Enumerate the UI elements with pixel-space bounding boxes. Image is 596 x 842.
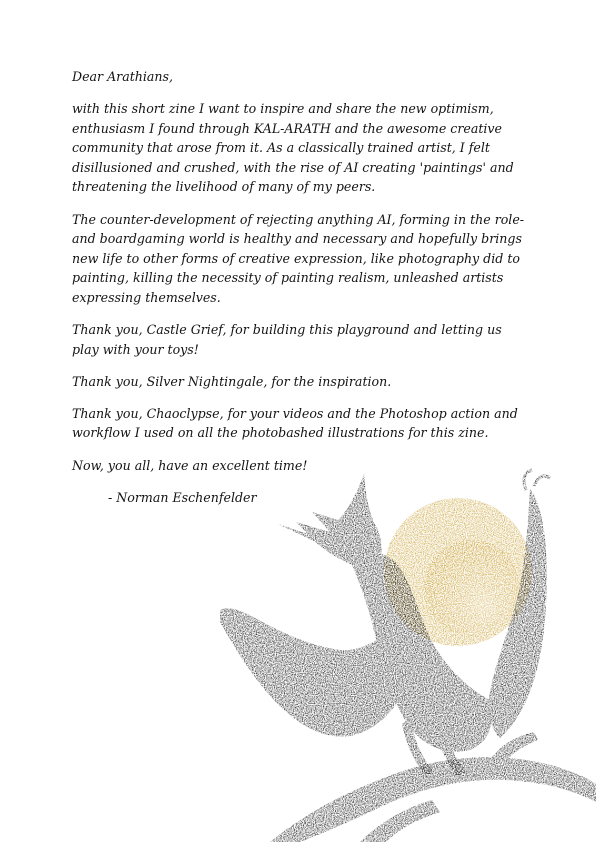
letter-paragraph-1: with this short zine I want to inspire and share the new optimism, enthusiasm I found through KAL-ARATH and the awesome creative community that arose from it. As a classically trained artist, I felt disillusioned and crushed, with the rise of AI creating 'paintings' and threatening the livelihood of many of my peers. [72, 101, 514, 195]
letter-paragraph-2: The counter-development of rejecting anything AI, forming in the role- and boardgaming world is healthy and necessary and hopefully brings new life to other forms of creative expression, like photography did to painting, killing the necessity of painting realism, unleashed artists expressing themselves. [72, 211, 525, 305]
letter [72, 67, 532, 520]
letter-paragraph-5: Thank you, Chaoclypse, for your videos and the Photoshop action and workflow I used on all the photobashed illustrations for this zine. [72, 405, 518, 441]
branch [270, 732, 596, 842]
letter-paragraph-4: Thank you, Silver Nightingale, for the inspiration. [72, 373, 392, 389]
letter-paragraph-6: Now, you all, have an excellent time! [72, 457, 308, 473]
pterodactyl-illustration [200, 460, 596, 842]
head [296, 474, 382, 569]
letter-paragraph-3: Thank you, Castle Grief, for building this playground and letting us play with your toys! [72, 322, 502, 357]
letter-greeting: Dear Arathians, [72, 69, 173, 84]
letter-signature: - Norman Eschenfelder [108, 489, 257, 505]
